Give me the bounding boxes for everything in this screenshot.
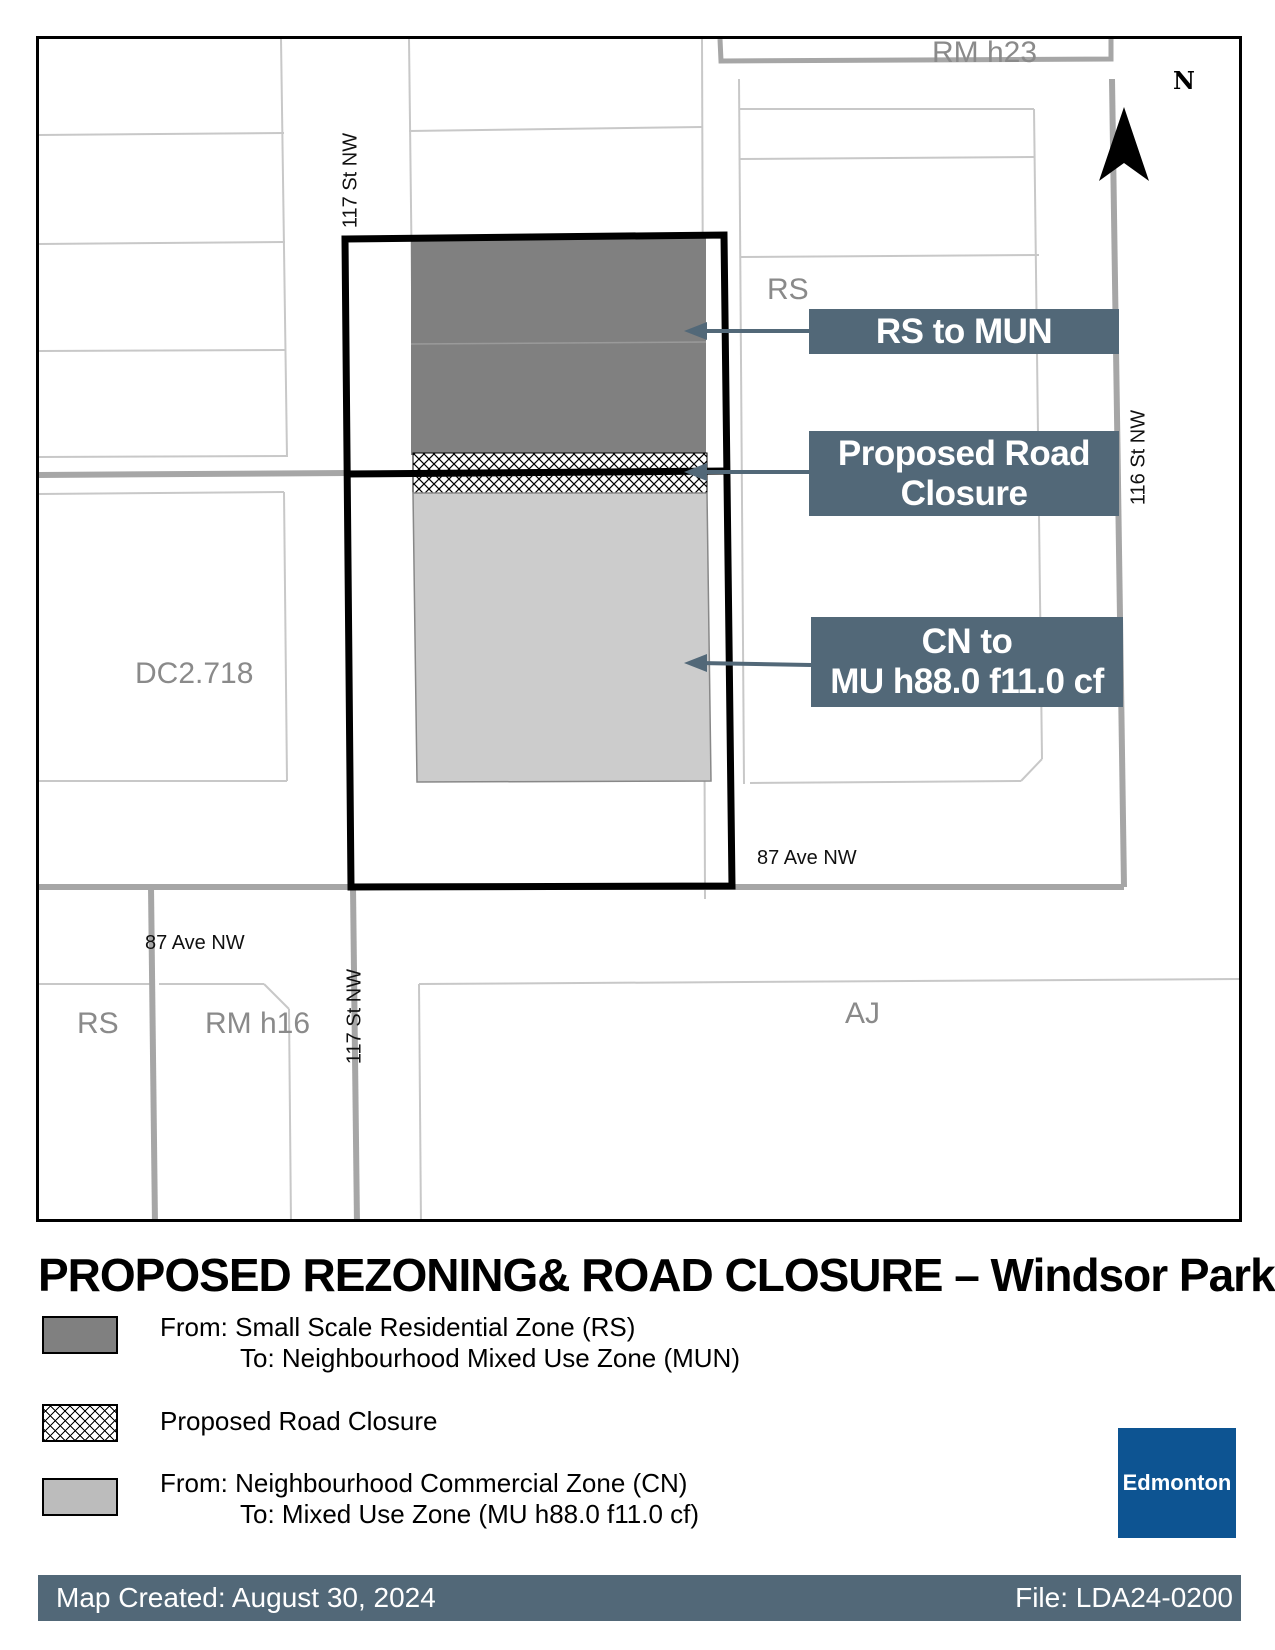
zone-label-rs-north: RS bbox=[767, 273, 809, 306]
callout-cn-line1: CN to bbox=[921, 622, 1013, 661]
map-frame bbox=[36, 36, 1242, 1222]
legend-item-rs-to-mun bbox=[160, 1312, 740, 1374]
callout-road-closure-line1: Proposed Road bbox=[837, 433, 1091, 473]
legend-cn-from: From: Neighbourhood Commercial Zone (CN) bbox=[160, 1468, 688, 1498]
callout-cn-to-mu bbox=[811, 617, 1123, 707]
zone-label-rm-h23: RM h23 bbox=[932, 36, 1038, 69]
map-created-date: Map Created: August 30, 2024 bbox=[56, 1582, 436, 1613]
callout-road-closure-line2: Closure bbox=[900, 473, 1028, 513]
north-letter: N bbox=[1173, 66, 1195, 95]
zone-label-aj: AJ bbox=[845, 997, 881, 1030]
street-label-116-st: 116 St NW bbox=[1127, 409, 1150, 506]
legend-cn-to: To: Mixed Use Zone (MU h88.0 f11.0 cf) bbox=[240, 1499, 700, 1529]
legend-swatch-rs-to-mun bbox=[42, 1316, 118, 1354]
legend-item-road-closure: Proposed Road Closure bbox=[160, 1406, 438, 1436]
zone-label-rm-h16: RM h16 bbox=[205, 1007, 311, 1040]
street-label-87-ave-east: 87 Ave NW bbox=[757, 847, 857, 869]
legend-swatch-road-closure bbox=[42, 1404, 118, 1442]
north-indicator bbox=[1154, 66, 1214, 95]
map-title: PROPOSED REZONING& ROAD CLOSURE – Windsor Park bbox=[38, 1249, 1275, 1301]
callout-rs-to-mun bbox=[809, 309, 1119, 354]
file-number: File: LDA24-0200 bbox=[1015, 1582, 1233, 1613]
zone-label-dc2718: DC2.718 bbox=[135, 657, 254, 690]
legend-rs-to: To: Neighbourhood Mixed Use Zone (MUN) bbox=[240, 1343, 740, 1373]
legend-swatch-cn-to-mu bbox=[42, 1478, 118, 1516]
callout-road-closure bbox=[809, 431, 1119, 516]
logo-text: Edmonton bbox=[1122, 1470, 1232, 1495]
legend-item-cn-to-mu bbox=[160, 1468, 699, 1530]
rs-to-mun-area bbox=[411, 237, 706, 455]
callout-rs-to-mun-text: RS to MUN bbox=[875, 311, 1053, 351]
north-arrow-icon bbox=[1099, 107, 1149, 181]
zone-label-rs-south: RS bbox=[77, 1007, 119, 1040]
street-label-117-st-bottom: 117 St NW bbox=[343, 968, 366, 1065]
street-label-117-st-top: 117 St NW bbox=[339, 132, 362, 229]
legend-rs-from: From: Small Scale Residential Zone (RS) bbox=[160, 1312, 636, 1342]
edmonton-logo bbox=[1118, 1428, 1236, 1538]
footer-bar bbox=[38, 1575, 1241, 1621]
callout-cn-line2: MU h88.0 f11.0 cf bbox=[830, 662, 1104, 701]
street-label-87-ave-west: 87 Ave NW bbox=[145, 932, 245, 954]
cn-to-mu-area bbox=[413, 493, 711, 782]
